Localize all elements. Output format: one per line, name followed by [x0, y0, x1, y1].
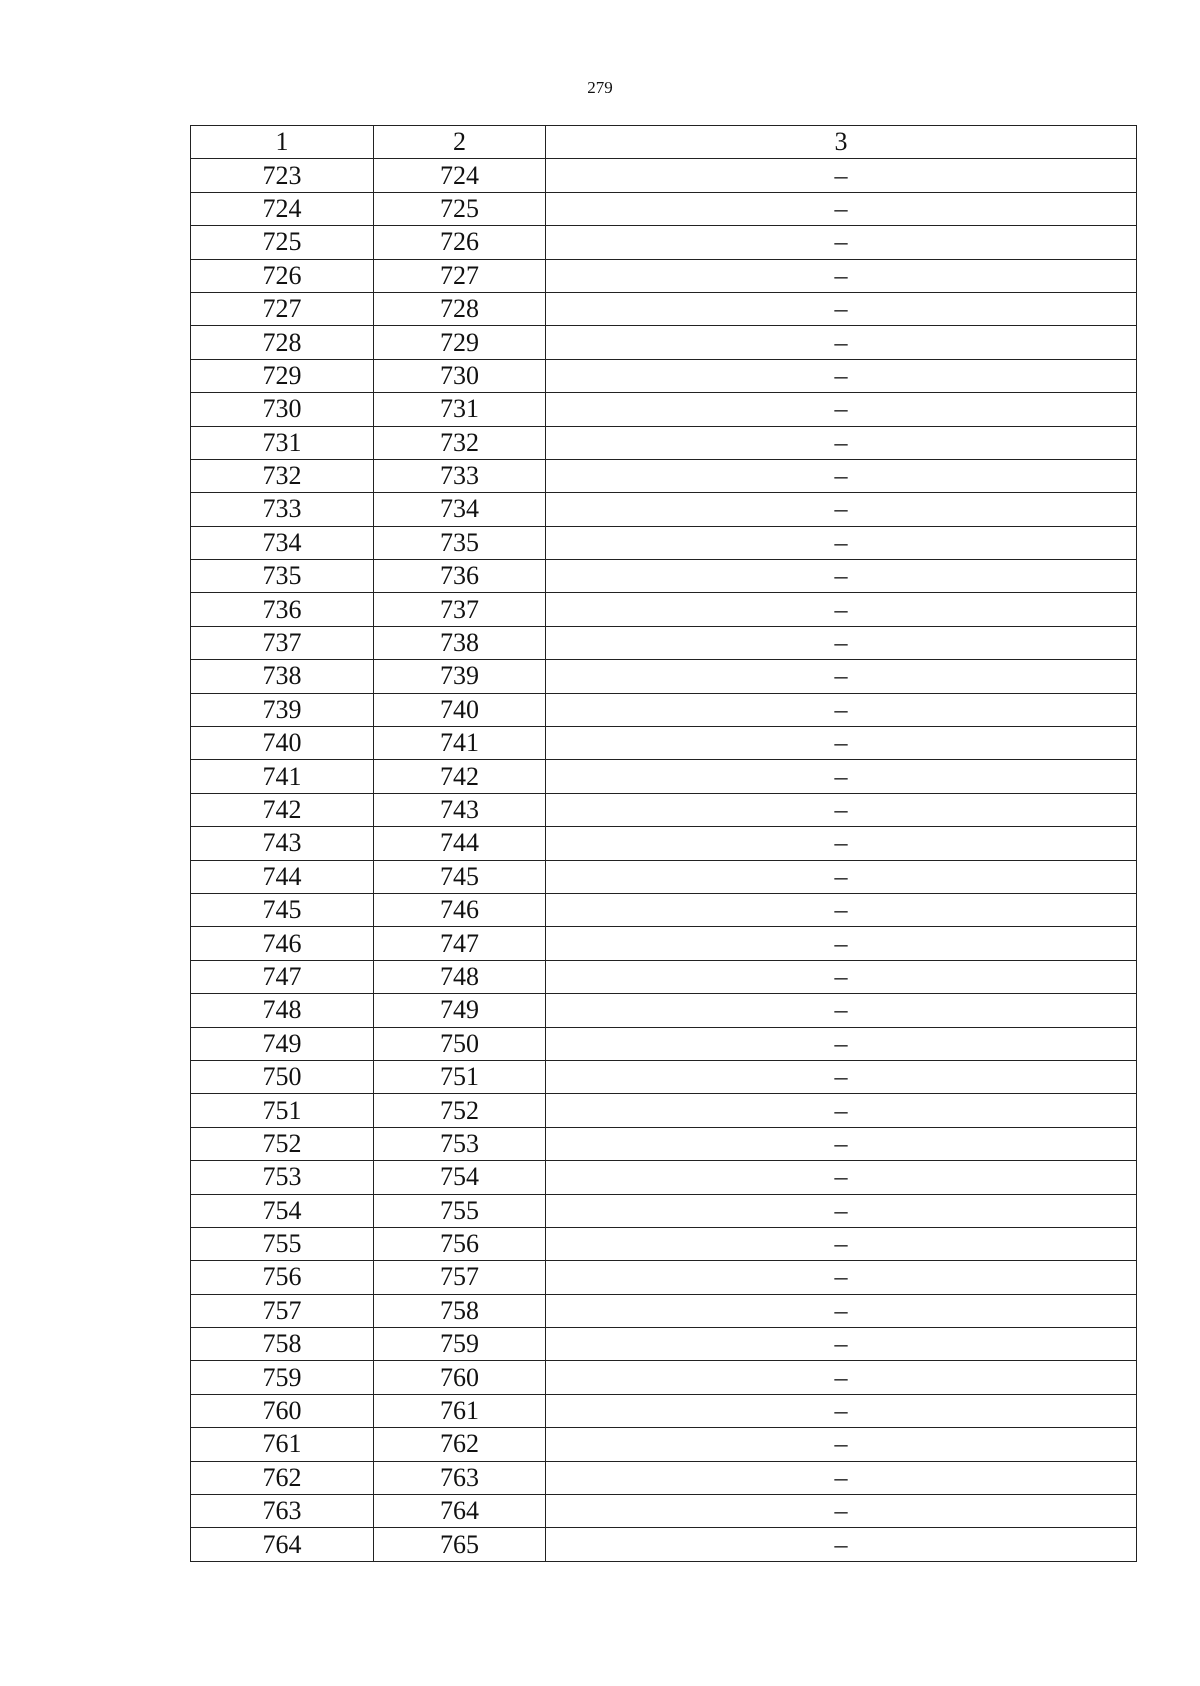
table-row: [191, 760, 1137, 793]
table-cell: 748: [191, 994, 374, 1027]
table-body: [191, 159, 1137, 1561]
table-cell: –: [546, 693, 1137, 726]
table-row: [191, 1227, 1137, 1260]
table-cell: 748: [374, 960, 546, 993]
table-cell: 724: [374, 159, 546, 192]
table-cell: –: [546, 1428, 1137, 1461]
table-cell: 747: [191, 960, 374, 993]
table-cell: 746: [191, 927, 374, 960]
table-cell: –: [546, 1227, 1137, 1260]
table-row: [191, 893, 1137, 926]
table-cell: –: [546, 626, 1137, 659]
table-cell: –: [546, 1261, 1137, 1294]
table-cell: 743: [374, 793, 546, 826]
table-cell: 735: [191, 560, 374, 593]
table-cell: 733: [191, 493, 374, 526]
table-cell: –: [546, 359, 1137, 392]
table-cell: 739: [191, 693, 374, 726]
table-cell: 738: [191, 660, 374, 693]
table-cell: 731: [191, 426, 374, 459]
table-cell: 759: [191, 1361, 374, 1394]
table-cell: –: [546, 1060, 1137, 1093]
table-row: [191, 526, 1137, 559]
table-row: [191, 994, 1137, 1027]
table-cell: 753: [374, 1127, 546, 1160]
table-cell: 735: [374, 526, 546, 559]
table-row: [191, 960, 1137, 993]
table-cell: 753: [191, 1161, 374, 1194]
table-cell: 726: [374, 226, 546, 259]
table-row: [191, 1261, 1137, 1294]
table-cell: 745: [191, 893, 374, 926]
table-cell: 745: [374, 860, 546, 893]
table-cell: –: [546, 526, 1137, 559]
table-cell: –: [546, 960, 1137, 993]
table-row: [191, 1060, 1137, 1093]
table-row: [191, 493, 1137, 526]
table-row: [191, 226, 1137, 259]
table-cell: –: [546, 1194, 1137, 1227]
table-cell: –: [546, 1161, 1137, 1194]
table-cell: –: [546, 1394, 1137, 1427]
table-cell: –: [546, 259, 1137, 292]
table-cell: 738: [374, 626, 546, 659]
table-cell: –: [546, 326, 1137, 359]
table-cell: 730: [191, 393, 374, 426]
table-row: [191, 1428, 1137, 1461]
table-cell: 754: [374, 1161, 546, 1194]
table-row: [191, 1361, 1137, 1394]
table-cell: 760: [374, 1361, 546, 1394]
table-cell: 736: [374, 560, 546, 593]
table-cell: 757: [191, 1294, 374, 1327]
table-row: [191, 1027, 1137, 1060]
table-row: [191, 1394, 1137, 1427]
table-cell: 734: [191, 526, 374, 559]
table-row: [191, 192, 1137, 225]
table-row: [191, 393, 1137, 426]
table-row: [191, 259, 1137, 292]
table-cell: –: [546, 1361, 1137, 1394]
table-cell: 761: [374, 1394, 546, 1427]
table-cell: 739: [374, 660, 546, 693]
table-row: [191, 693, 1137, 726]
table-cell: 750: [374, 1027, 546, 1060]
table-cell: 725: [374, 192, 546, 225]
table-row: [191, 593, 1137, 626]
table-cell: –: [546, 760, 1137, 793]
table-cell: –: [546, 660, 1137, 693]
table-cell: –: [546, 1127, 1137, 1160]
table-cell: 723: [191, 159, 374, 192]
table-row: [191, 660, 1137, 693]
table-cell: –: [546, 593, 1137, 626]
table-cell: –: [546, 192, 1137, 225]
table-cell: 733: [374, 459, 546, 492]
table-cell: –: [546, 994, 1137, 1027]
table-cell: 724: [191, 192, 374, 225]
table-cell: 755: [191, 1227, 374, 1260]
table-cell: 732: [374, 426, 546, 459]
table-cell: 740: [374, 693, 546, 726]
table-cell: –: [546, 927, 1137, 960]
table-cell: 727: [374, 259, 546, 292]
table-cell: 759: [374, 1328, 546, 1361]
table-cell: –: [546, 1328, 1137, 1361]
table-row: [191, 426, 1137, 459]
table-row: [191, 1127, 1137, 1160]
table-cell: 742: [374, 760, 546, 793]
table-cell: –: [546, 560, 1137, 593]
table-row: [191, 560, 1137, 593]
table-cell: 729: [374, 326, 546, 359]
table-cell: 763: [374, 1461, 546, 1494]
table-cell: –: [546, 1094, 1137, 1127]
table-cell: 732: [191, 459, 374, 492]
table-cell: 737: [191, 626, 374, 659]
table-cell: –: [546, 860, 1137, 893]
table-row: [191, 359, 1137, 392]
table-cell: 737: [374, 593, 546, 626]
table-cell: 741: [374, 727, 546, 760]
table-row: [191, 459, 1137, 492]
table-cell: 744: [374, 827, 546, 860]
table-row: [191, 827, 1137, 860]
table-header-row: [191, 126, 1137, 159]
column-header: 3: [546, 126, 1137, 159]
table-cell: 763: [191, 1495, 374, 1528]
table-cell: 756: [191, 1261, 374, 1294]
table-cell: 747: [374, 927, 546, 960]
table-row: [191, 860, 1137, 893]
table-cell: 742: [191, 793, 374, 826]
table-cell: –: [546, 426, 1137, 459]
table-row: [191, 1194, 1137, 1227]
table-cell: –: [546, 493, 1137, 526]
table-row: [191, 727, 1137, 760]
table-cell: 750: [191, 1060, 374, 1093]
table-cell: 728: [191, 326, 374, 359]
table-cell: –: [546, 393, 1137, 426]
table-cell: –: [546, 1461, 1137, 1494]
table-row: [191, 927, 1137, 960]
table-cell: 756: [374, 1227, 546, 1260]
column-header: 2: [374, 126, 546, 159]
table-row: [191, 626, 1137, 659]
table-cell: 751: [374, 1060, 546, 1093]
table-cell: –: [546, 793, 1137, 826]
table-row: [191, 1328, 1137, 1361]
table-cell: 746: [374, 893, 546, 926]
table-cell: –: [546, 1495, 1137, 1528]
table-cell: 761: [191, 1428, 374, 1461]
table-cell: 755: [374, 1194, 546, 1227]
table-row: [191, 292, 1137, 325]
table-row: [191, 1294, 1137, 1327]
table-cell: –: [546, 292, 1137, 325]
table-row: [191, 1161, 1137, 1194]
table-cell: 736: [191, 593, 374, 626]
table-row: [191, 159, 1137, 192]
table-cell: –: [546, 893, 1137, 926]
table-cell: 743: [191, 827, 374, 860]
table-cell: 758: [191, 1328, 374, 1361]
table-cell: 730: [374, 359, 546, 392]
table-cell: 757: [374, 1261, 546, 1294]
table-cell: 765: [374, 1528, 546, 1561]
table-row: [191, 1528, 1137, 1561]
table-row: [191, 1461, 1137, 1494]
table-cell: –: [546, 1294, 1137, 1327]
table-cell: 728: [374, 292, 546, 325]
column-header: 1: [191, 126, 374, 159]
table-cell: –: [546, 827, 1137, 860]
table-cell: 741: [191, 760, 374, 793]
table-cell: 731: [374, 393, 546, 426]
table-cell: 754: [191, 1194, 374, 1227]
table-cell: –: [546, 1528, 1137, 1561]
table-cell: 764: [191, 1528, 374, 1561]
table-cell: 758: [374, 1294, 546, 1327]
table-cell: –: [546, 226, 1137, 259]
table-row: [191, 326, 1137, 359]
page-number: 279: [587, 78, 613, 97]
table-cell: 752: [191, 1127, 374, 1160]
table-cell: –: [546, 159, 1137, 192]
table-cell: 749: [191, 1027, 374, 1060]
table-cell: 740: [191, 727, 374, 760]
table-row: [191, 1094, 1137, 1127]
table-cell: 762: [191, 1461, 374, 1494]
table-cell: 744: [191, 860, 374, 893]
table-cell: 734: [374, 493, 546, 526]
table-row: [191, 1495, 1137, 1528]
table-cell: 749: [374, 994, 546, 1027]
table-cell: 729: [191, 359, 374, 392]
data-table: [190, 125, 1137, 1562]
table-cell: 752: [374, 1094, 546, 1127]
table-cell: –: [546, 727, 1137, 760]
table-cell: 762: [374, 1428, 546, 1461]
table-cell: 764: [374, 1495, 546, 1528]
table-row: [191, 793, 1137, 826]
table-cell: 725: [191, 226, 374, 259]
table-cell: –: [546, 459, 1137, 492]
table-cell: 760: [191, 1394, 374, 1427]
table-cell: 727: [191, 292, 374, 325]
table-cell: 751: [191, 1094, 374, 1127]
table-cell: –: [546, 1027, 1137, 1060]
table-cell: 726: [191, 259, 374, 292]
